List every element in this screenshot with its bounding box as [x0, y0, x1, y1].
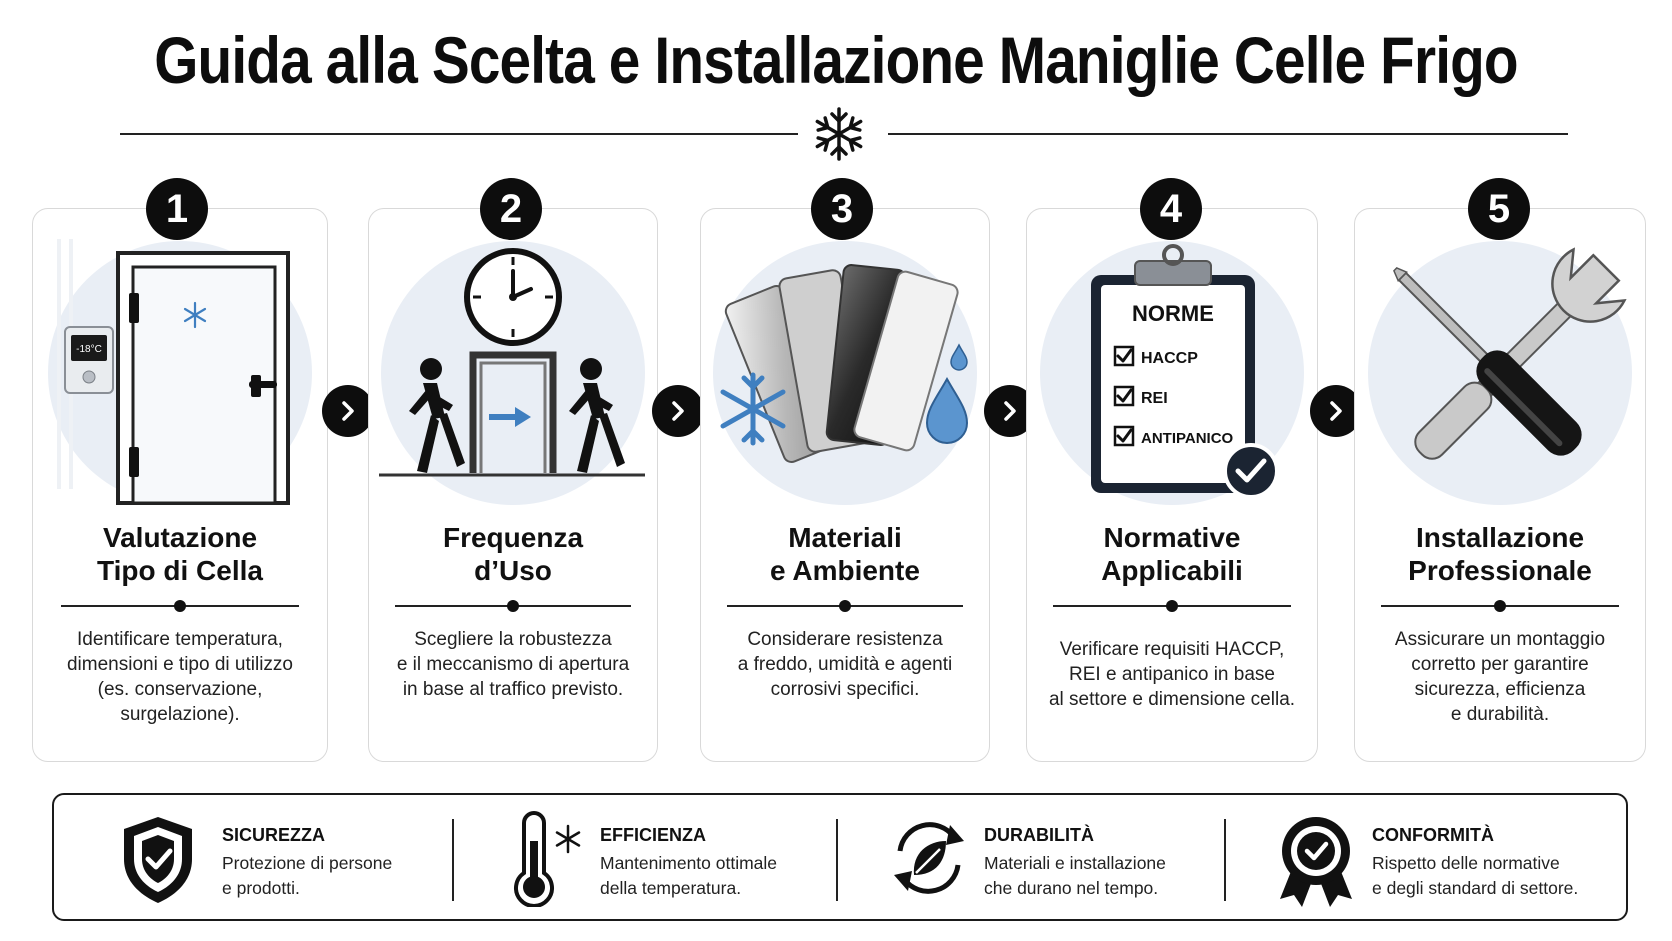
next-arrow-icon [652, 385, 704, 437]
cold-room-door-icon [33, 209, 327, 509]
clipboard-heading: NORME [1132, 301, 1214, 326]
step-number-badge: 2 [480, 178, 542, 240]
step-number-badge: 5 [1468, 178, 1530, 240]
clipboard-item: ANTIPANICO [1141, 430, 1234, 447]
step-card-1 [32, 208, 328, 762]
clipboard-icon [1027, 209, 1317, 509]
award-badge-icon [1274, 811, 1358, 911]
thermometer-icon [502, 811, 586, 907]
step-title: Normative Applicabili [1101, 522, 1243, 586]
next-arrow-icon [322, 385, 374, 437]
benefit-description: Mantenimento ottimale della temperatura. [600, 853, 778, 898]
title-rule-left [120, 133, 798, 135]
thermostat-readout: -18°C [76, 344, 102, 355]
step-title: Valutazione Tipo di Cella [97, 522, 263, 586]
title-rule-right [888, 133, 1568, 135]
step-description: Scegliere la robustezza e il meccanismo di apertura in base al traffico previsto. [396, 629, 630, 700]
step-card-5 [1354, 208, 1646, 762]
tools-icon [1355, 209, 1645, 509]
step-title: Installazione Professionale [1408, 522, 1592, 586]
step-card-2 [368, 208, 658, 762]
step-number-badge: 1 [146, 178, 208, 240]
step-description: Verificare requisiti HACCP, REI e antipanico in base al settore e dimensione cella. [1048, 639, 1296, 710]
step-description: Assicurare un montaggio corretto per garantire sicurezza, efficienza e durabilità. [1394, 629, 1606, 725]
benefit-description: Rispetto delle normative e degli standard di settore. [1372, 853, 1579, 898]
step-card-3 [700, 208, 990, 762]
benefit-description: Protezione di persone e prodotti. [222, 853, 393, 898]
benefit-item [884, 795, 1224, 919]
step-number-badge: 4 [1140, 178, 1202, 240]
benefit-description: Materiali e installazione che durano nel tempo. [984, 853, 1166, 898]
step-number-badge: 3 [811, 178, 873, 240]
benefit-title: EFFICIENZA [600, 825, 706, 845]
snowflake-icon [811, 104, 867, 164]
step-card-4 [1026, 208, 1318, 762]
benefit-title: SICUREZZA [222, 825, 325, 845]
clipboard-item: REI [1141, 390, 1168, 407]
page-title: Guida alla Scelta e Installazione Maniglie Celle Frigo [154, 23, 1518, 97]
shield-check-icon [116, 811, 200, 907]
benefits-bar [52, 793, 1628, 921]
benefit-title: CONFORMITÀ [1372, 825, 1494, 845]
leaf-cycle-icon [884, 811, 974, 907]
step-description: Identificare temperatura, dimensioni e tipo di utilizzo (es. conservazione, surgelazione). [66, 629, 293, 725]
benefit-item [502, 795, 842, 919]
benefit-item [116, 795, 436, 919]
step-description: Considerare resistenza a freddo, umidità e agenti corrosivi specifici. [737, 629, 953, 700]
materials-icon [701, 209, 989, 509]
benefit-title: DURABILITÀ [984, 825, 1094, 845]
step-title: Frequenza d’Uso [442, 522, 584, 586]
clock-traffic-icon [369, 209, 657, 509]
clipboard-item: HACCP [1141, 350, 1198, 367]
benefit-item [1274, 795, 1614, 919]
step-title: Materiali e Ambiente [770, 522, 920, 586]
